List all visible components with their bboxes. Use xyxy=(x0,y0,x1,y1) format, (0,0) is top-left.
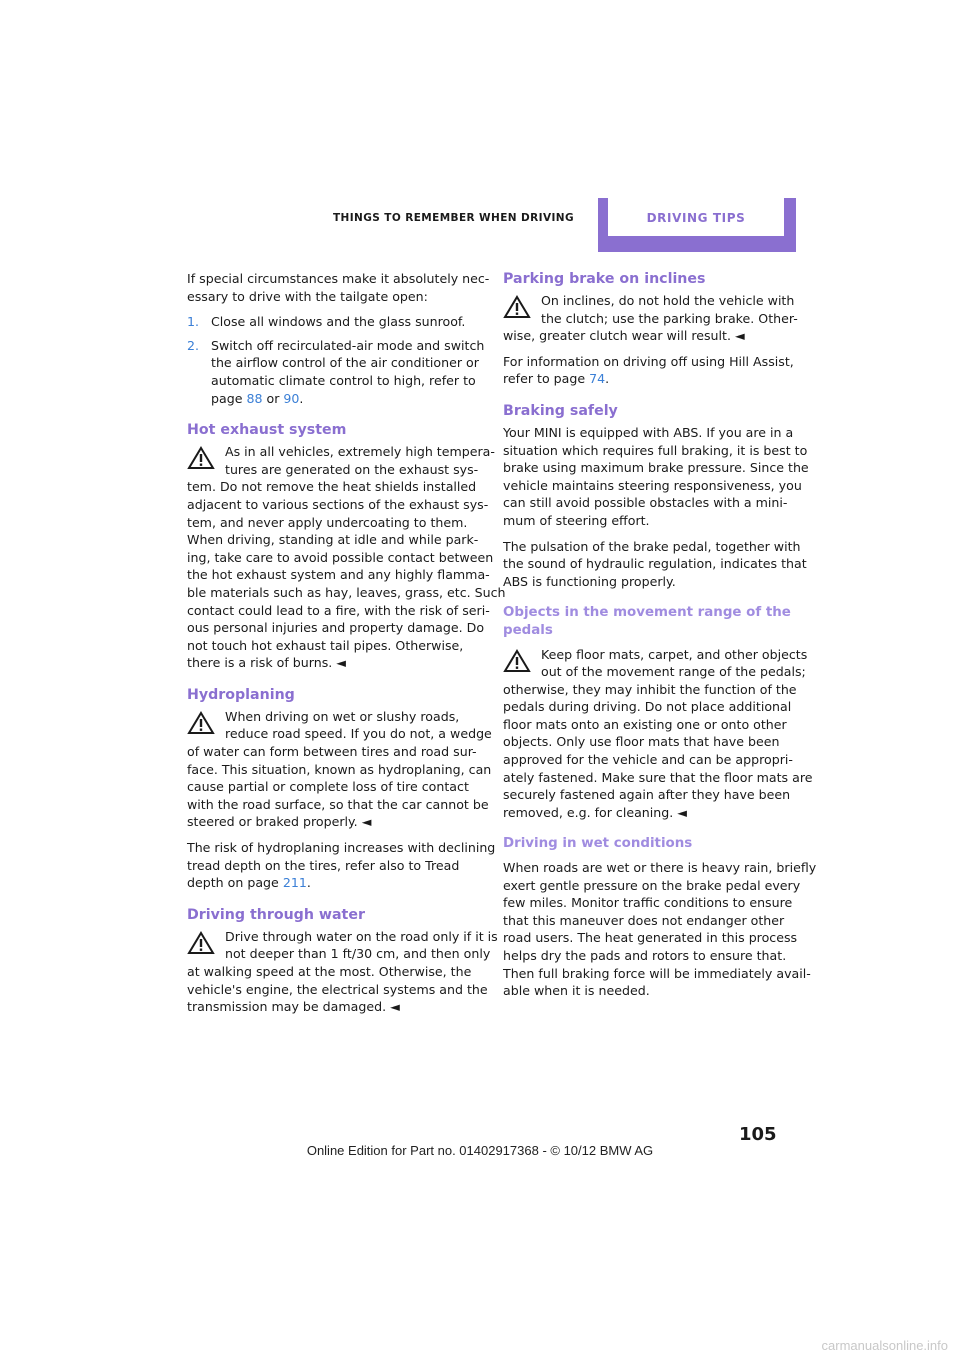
braking-abs-paragraph: Your MINI is equipped with ABS. If you are in a situation which requires full braking, it is best to brake using maximum brake pressure. Since the vehicle maintains steering responsiveness, you can still avoid possible obstacles with a mini- mum of steering effort. xyxy=(503,424,809,528)
left-column xyxy=(187,270,506,1024)
warning-pedals: Keep floor mats, carpet, and other objects out of the movement range of the pedals; otherwise, they may inhibit the function of the pedals during driving. Do not place additional floor mats onto an existing one or onto other objects. Only use floor mats that have been approved for the vehicle and can be appropri- ately fastened. Make sure that the floor mats are securely fastened again after they have been removed, e.g. for cleaning. ◄ xyxy=(503,646,813,820)
list-item: 1. Close all windows and the glass sunroof. xyxy=(187,314,466,330)
page-link-90[interactable]: 90 xyxy=(283,390,300,406)
footer-edition: Online Edition for Part no. 01402917368 - © 10/12 BMW AG xyxy=(306,1143,654,1158)
header-chapter-tab xyxy=(598,198,796,252)
page-link-88[interactable]: 88 xyxy=(246,390,263,406)
header-chapter-label: DRIVING TIPS xyxy=(608,198,784,236)
page-link-74[interactable]: 74 xyxy=(589,371,606,387)
end-mark: ◄ xyxy=(390,999,400,1015)
page-link-211[interactable]: 211 xyxy=(282,875,307,891)
end-mark: ◄ xyxy=(677,804,687,820)
page-number: 105 xyxy=(739,1124,777,1145)
warning-triangle-icon xyxy=(503,648,531,674)
watermark: carmanualsonline.info xyxy=(821,1338,948,1353)
wet-conditions-paragraph: When roads are wet or there is heavy rain, briefly exert gentle pressure on the brake pedal every few miles. Monitor traffic conditions to ensure that this maneuver does not endanger other road users. The heat generated in this process helps dry the pads and rotors to ensure that. Then full braking force will be immediately avail- able when it is needed. xyxy=(503,860,817,999)
heading-driving-through-water: Driving through water xyxy=(187,906,365,923)
heading-hydroplaning: Hydroplaning xyxy=(187,686,295,703)
heading-braking-safely: Braking safely xyxy=(503,402,618,419)
warning-parking-brake: On inclines, do not hold the vehicle with the clutch; use the parking brake. Other- wise, greater clutch wear will result. ◄ xyxy=(503,293,798,344)
warning-water: Drive through water on the road only if it is not deeper than 1 ft/30 cm, and then only at walking speed at the most. Otherwise, the vehicle's engine, the electrical systems and the transmission may be damaged. ◄ xyxy=(187,928,498,1015)
right-column xyxy=(503,270,817,1008)
hill-assist-paragraph: For information on driving off using Hill Assist, refer to page 74. xyxy=(503,353,794,387)
header-section-title: THINGS TO REMEMBER WHEN DRIVING xyxy=(332,212,574,224)
warning-triangle-icon xyxy=(187,445,215,471)
list-item: 2. Switch off recirculated-air mode and switch the airflow control of the air conditioner or automatic climate control to high, refer to page 88 or 90. xyxy=(187,337,485,406)
warning-triangle-icon xyxy=(187,710,215,736)
end-mark: ◄ xyxy=(735,328,745,344)
heading-hot-exhaust: Hot exhaust system xyxy=(187,422,347,439)
end-mark: ◄ xyxy=(336,655,346,671)
end-mark: ◄ xyxy=(361,814,372,830)
steps-list xyxy=(187,313,485,407)
warning-hot-exhaust: As in all vehicles, extremely high tempera- tures are generated on the exhaust sys- tem. Do not remove the heat shields installed adjacent to various sections of the exhaust sys- tem, and never apply undercoating to them. When driving, standing at idle and while park- ing, take care to avoid possible contact between the hot exhaust system and any highly flamma- ble materials such as hay, leaves, grass, etc. Such contact could lead to a fire, with the risk of seri- ous personal injuries and property damage. Do not touch hot exhaust tail pipes. Otherwise, there is a risk of burns. ◄ xyxy=(187,444,506,671)
heading-pedals: Objects in the movement range of the pedals xyxy=(503,605,791,638)
heading-parking-brake: Parking brake on inclines xyxy=(503,271,706,287)
hydroplaning-tread-paragraph: The risk of hydroplaning increases with declining tread depth on the tires, refer also to Tread depth on page 211. xyxy=(187,840,496,891)
intro-paragraph: If special circumstances make it absolutely nec- essary to drive with the tailgate open: xyxy=(187,271,490,304)
heading-wet-conditions: Driving in wet conditions xyxy=(503,836,693,852)
braking-pulsation-paragraph: The pulsation of the brake pedal, together with the sound of hydraulic regulation, indicates that ABS is functioning properly. xyxy=(503,538,807,589)
warning-triangle-icon xyxy=(187,930,215,956)
warning-hydroplaning: When driving on wet or slushy roads, reduce road speed. If you do not, a wedge of water can form between tires and road sur- face. This situation, known as hydroplaning, can cause partial or complete loss of tire contact with the road surface, so that the car cannot be steered or braked properly. ◄ xyxy=(187,708,492,830)
warning-triangle-icon xyxy=(503,294,531,320)
